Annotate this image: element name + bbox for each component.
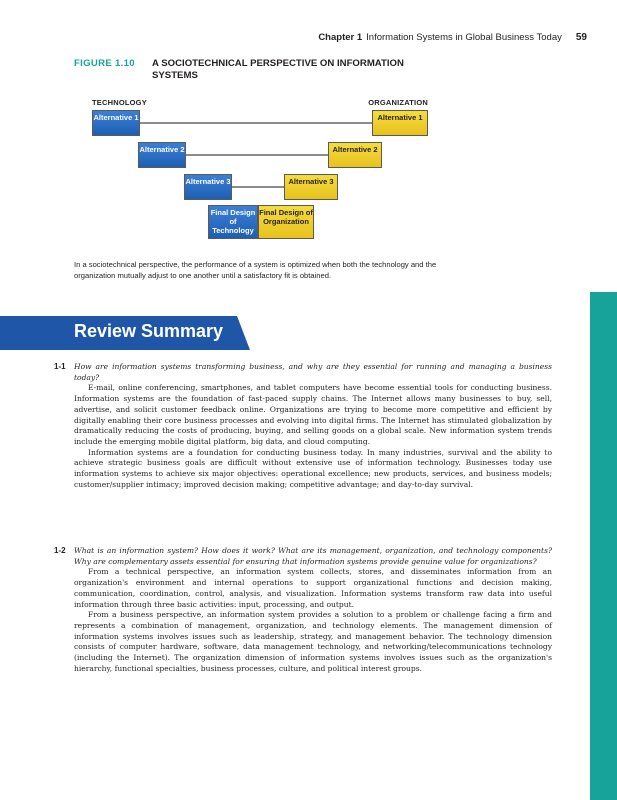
- figure-number: FIGURE 1.10: [74, 58, 135, 69]
- technology-label: TECHNOLOGY: [92, 98, 147, 107]
- org-alternative-3: Alternative 3: [284, 174, 338, 200]
- review-section-1-1: [54, 362, 552, 490]
- section-number: 1-1: [54, 362, 66, 371]
- tech-alternative-1: Alternative 1: [92, 110, 140, 136]
- review-section-1-2: [54, 546, 552, 674]
- section-paragraph: From a business perspective, an information system provides a solution to a problem or challenge facing a firm and represents a combination of management, organization, and technology elements. The management dimension of information systems involves issues such as leadership, strategy, and management behavior. The technology dimension consists of computer hardware, software, data management technology, and networking/telecommunications technology (including the Internet). The organization dimension of information systems involves issues such as the organization's hierarchy, functional specialties, business processes, culture, and political interest groups.: [74, 610, 552, 673]
- org-final-design: Final Design of Organization: [258, 205, 314, 239]
- chapter-label: Chapter 1: [318, 32, 363, 43]
- figure-caption: [74, 58, 432, 81]
- org-alternative-1: Alternative 1: [372, 110, 428, 136]
- tech-alternative-2: Alternative 2: [138, 142, 186, 168]
- review-summary-title: Review Summary: [74, 321, 224, 341]
- section-paragraph: Information systems are a foundation for conducting business today. In many industries, survival and the ability to achieve strategic business goals are difficult without extensive use of information technology. Businesses today use information systems to achieve six major objectives: operational excellence; new products, services, and business models; customer/supplier intimacy; improved decision making; competitive advantage; and day-to-day survival.: [74, 447, 552, 489]
- figure-note: In a sociotechnical perspective, the performance of a system is optimized when both the technology and the organization mutually adjust to one another until a satisfactory fit is obtained.: [74, 260, 437, 280]
- running-header: [318, 32, 587, 43]
- tech-alternative-3: Alternative 3: [184, 174, 232, 200]
- connector-1: [140, 122, 372, 124]
- connector-2: [184, 154, 336, 156]
- figure-title: A SOCIOTECHNICAL PERSPECTIVE ON INFORMATION SYSTEMS: [152, 58, 404, 81]
- chapter-title: Information Systems in Global Business Today: [366, 32, 562, 43]
- section-question: How are information systems transforming business, and why are they essential for running and managing a business today?: [74, 362, 552, 382]
- section-paragraph: From a technical perspective, an information system collects, stores, and disseminates information from an organization's environment and internal operations to support organizational functions and decision making, communication, coordination, control, analysis, and visualization. Information systems transform raw data into useful information through three basic activities: input, processing, and output.: [74, 567, 552, 609]
- org-alternative-2: Alternative 2: [328, 142, 382, 168]
- section-question: What is an information system? How does it work? What are its management, organization, and technology components? Why are complementary assets essential for ensuring that information systems provide genuine value for organizations?: [74, 546, 552, 566]
- sociotechnical-diagram: [92, 98, 432, 258]
- section-number: 1-2: [54, 546, 66, 555]
- tech-final-design: Final Design of Technology: [208, 205, 258, 239]
- organization-label: ORGANIZATION: [368, 98, 428, 107]
- side-accent-strip: [590, 292, 617, 800]
- section-paragraph: E-mail, online conferencing, smartphones, and tablet computers have become essential tools for conducting business. Information systems are the foundation of fast-paced supply chains. The Internet allows many businesses to buy, sell, advertise, and solicit customer feedback online. Organizations are trying to become more competitive and efficient by digitally enabling their core business processes and evolving into digital firms. The Internet has stimulated globalization by dramatically reducing the costs of producing, buying, and selling goods on a global scale. New information system trends include the emerging mobile digital platform, big data, and cloud computing.: [74, 383, 552, 446]
- page-number: 59: [575, 32, 587, 43]
